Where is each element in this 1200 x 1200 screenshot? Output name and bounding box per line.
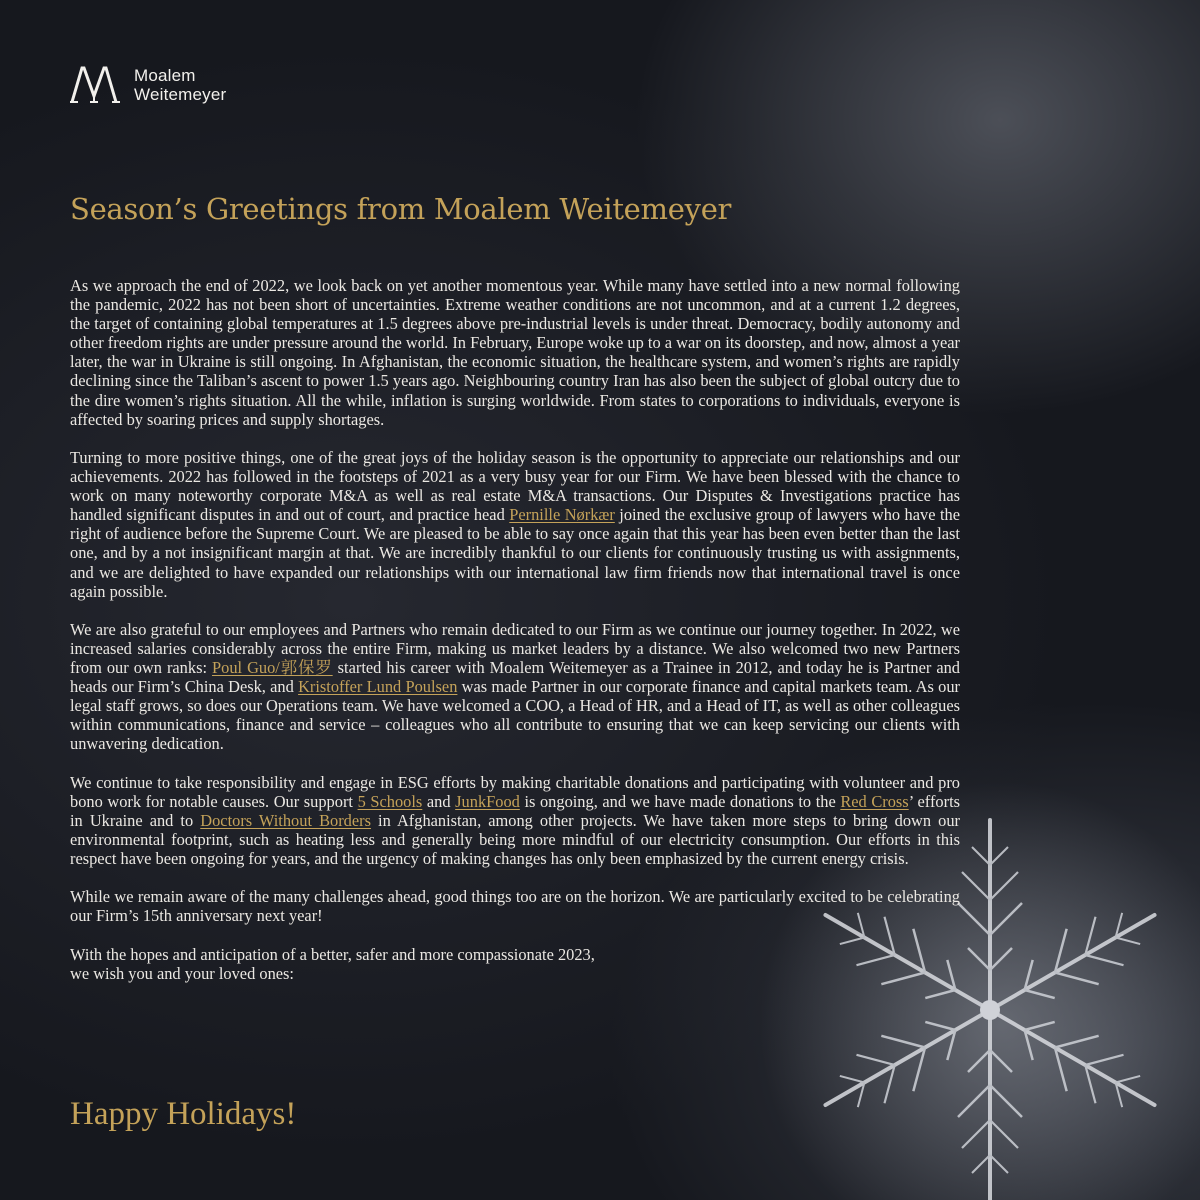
logo-line-1: Moalem bbox=[134, 66, 196, 85]
link-poul-guo[interactable]: Poul Guo/郭保罗 bbox=[212, 658, 333, 678]
closing-greeting: Happy Holidays! bbox=[70, 1096, 297, 1132]
paragraph-4: We continue to take responsibility and engage in ESG efforts by making charitable donations and participating with volunteer and pro bono work for notable causes. Our support 5 Schools and JunkFood is ongoing, and we have made donations to the Red Cross’ efforts in Ukraine and to Doctors Without Borders in Afghanistan, among other projects. We have taken more steps to bring down our environmental footprint, such as heating less and generally being more mindful of our electricity consumption. Our efforts in this respect have been ongoing for years, and the urgency of making changes has only been emphasized by the current energy crisis. bbox=[70, 772, 961, 869]
link-5-schools[interactable]: 5 Schools bbox=[357, 791, 423, 811]
paragraph-6: With the hopes and anticipation of a better, safer and more compassionate 2023, we wish you and your loved ones: bbox=[70, 944, 595, 983]
logo-wordmark bbox=[134, 66, 226, 104]
page-title: Season’s Greetings from Moalem Weitemeyer bbox=[70, 192, 732, 226]
link-pernille-norkaer[interactable]: Pernille Nørkær bbox=[509, 505, 615, 525]
link-doctors-without-borders[interactable]: Doctors Without Borders bbox=[200, 810, 371, 830]
letter-body bbox=[70, 276, 960, 1002]
firm-logo bbox=[70, 66, 226, 104]
link-red-cross[interactable]: Red Cross bbox=[840, 791, 909, 811]
paragraph-3: We are also grateful to our employees and Partners who remain dedicated to our Firm as we continue our journey together. In 2022, we increased salaries considerably across the entire Firm, making us market leaders by a distance. We also welcomed two new Partners from our own ranks: Poul Guo/郭保罗 started his career with Moalem Weitemeyer as a Trainee in 2012, and today he is Partner and heads our Firm’s China Desk, and Kristoffer Lund Poulsen was made Partner in our corporate finance and capital markets team. As our legal staff grows, so does our Operations team. We have welcomed a COO, a Head of HR, and a Head of IT, as well as other colleagues within communications, finance and service – colleagues who all contribute to ensuring that we can keep servicing our clients with unwavering dedication. bbox=[70, 619, 960, 754]
paragraph-2: Turning to more positive things, one of the great joys of the holiday season is the opportunity to appreciate our relationships and our achievements. 2022 has followed in the footsteps of 2021 as a very busy year for our Firm. We have been blessed with the chance to work on many noteworthy corporate M&A as well as real estate M&A transactions. Our Disputes & Investigations practice has handled significant disputes in and out of court, and practice head Pernille Nørkær joined the exclusive group of lawyers who have the right of audience before the Supreme Court. We are pleased to be able to say once again that this year has been even better than the last one, and by a not insignificant margin at that. We are incredibly thankful to our clients for continuously trusting us with assignments, and we are delighted to have expanded our relationships with our international law firm friends now that international travel is once again possible. bbox=[70, 447, 960, 601]
paragraph-5: While we remain aware of the many challenges ahead, good things too are on the horizon. We are particularly excited to be celebrating our Firm’s 15th anniversary next year! bbox=[70, 887, 960, 926]
link-kristoffer-lund-poulsen[interactable]: Kristoffer Lund Poulsen bbox=[298, 677, 458, 697]
paragraph-1: As we approach the end of 2022, we look back on yet another momentous year. While many have settled into a new normal following the pandemic, 2022 has not been short of uncertainties. Extreme weather conditions are not uncommon, and at a current 1.2 degrees, the target of containing global temperatures at 1.5 degrees above pre-industrial levels is under threat. Democracy, bodily autonomy and other freedom rights are under pressure around the world. In February, Europe woke up to a war on its doorstep, and now, almost a year later, the war in Ukraine is still ongoing. In Afghanistan, the economic situation, the healthcare system, and women’s rights are rapidly declining since the Taliban’s ascent to power 1.5 years ago. Neighbouring country Iran has also been the subject of global outcry due to the dire women’s rights situation. All the while, inflation is surging worldwide. From states to corporations to individuals, everyone is affected by soaring prices and supply shortages. bbox=[70, 276, 960, 429]
logo-monogram-icon bbox=[70, 66, 120, 104]
link-junkfood[interactable]: JunkFood bbox=[455, 791, 520, 811]
logo-line-2: Weitemeyer bbox=[134, 85, 227, 104]
